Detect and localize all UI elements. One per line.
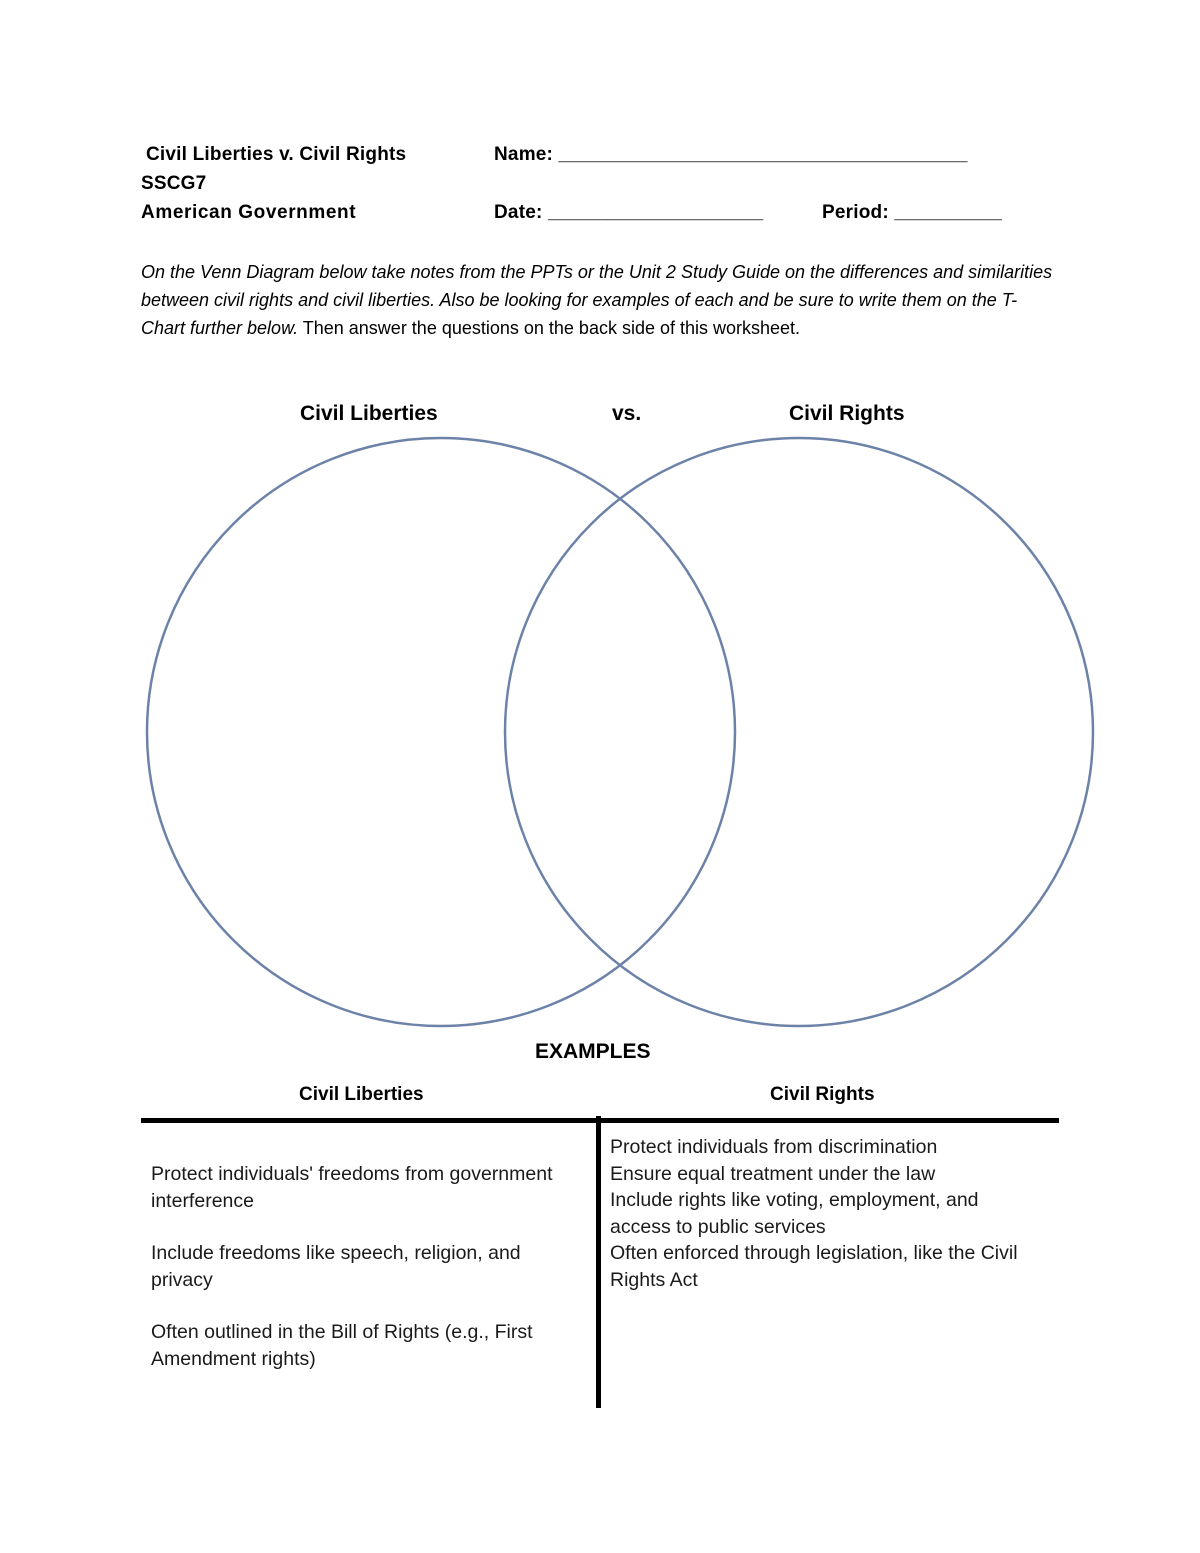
date-field[interactable]: Date: ____________________ xyxy=(494,202,764,223)
worksheet-title: Civil Liberties v. Civil Rights xyxy=(146,144,407,165)
standard-code: SSCG7 xyxy=(141,173,207,194)
list-item: Include rights like voting, employment, and access to public services xyxy=(610,1189,979,1238)
course-name: American Government xyxy=(141,202,357,223)
tchart-right-list xyxy=(610,1134,1040,1293)
venn-left-label: Civil Liberties xyxy=(300,402,438,425)
list-item: Often outlined in the Bill of Rights (e.g., First Amendment rights) xyxy=(151,1321,533,1370)
tchart-left-heading: Civil Liberties xyxy=(299,1084,424,1105)
tchart-left-list xyxy=(151,1161,581,1398)
tchart-vertical-line xyxy=(596,1116,601,1408)
venn-circle-right xyxy=(505,438,1093,1026)
instructions-plain: Then answer the questions on the back side of this worksheet. xyxy=(298,318,801,338)
examples-title: EXAMPLES xyxy=(535,1040,651,1063)
period-field[interactable]: Period: __________ xyxy=(822,202,1002,223)
list-item: Protect individuals' freedoms from government interference xyxy=(151,1163,553,1212)
list-item: Include freedoms like speech, religion, and privacy xyxy=(151,1242,521,1291)
venn-right-label: Civil Rights xyxy=(789,402,905,425)
venn-circle-left xyxy=(147,438,735,1026)
tchart-right-heading: Civil Rights xyxy=(770,1084,875,1105)
list-item: Often enforced through legislation, like the Civil Rights Act xyxy=(610,1242,1018,1291)
list-item: Protect individuals from discrimination xyxy=(610,1136,938,1158)
list-item: Ensure equal treatment under the law xyxy=(610,1162,936,1185)
name-field[interactable]: Name: ______________________________________ xyxy=(494,144,968,165)
instructions-italic: On the Venn Diagram below take notes from the PPTs or the Unit 2 Study Guide on the differences and similarities between civil rights and civil liberties. Also be looking for examples of each and be sure to write them on the T-Chart further below. xyxy=(141,262,1053,338)
venn-vs-label: vs. xyxy=(612,402,642,425)
